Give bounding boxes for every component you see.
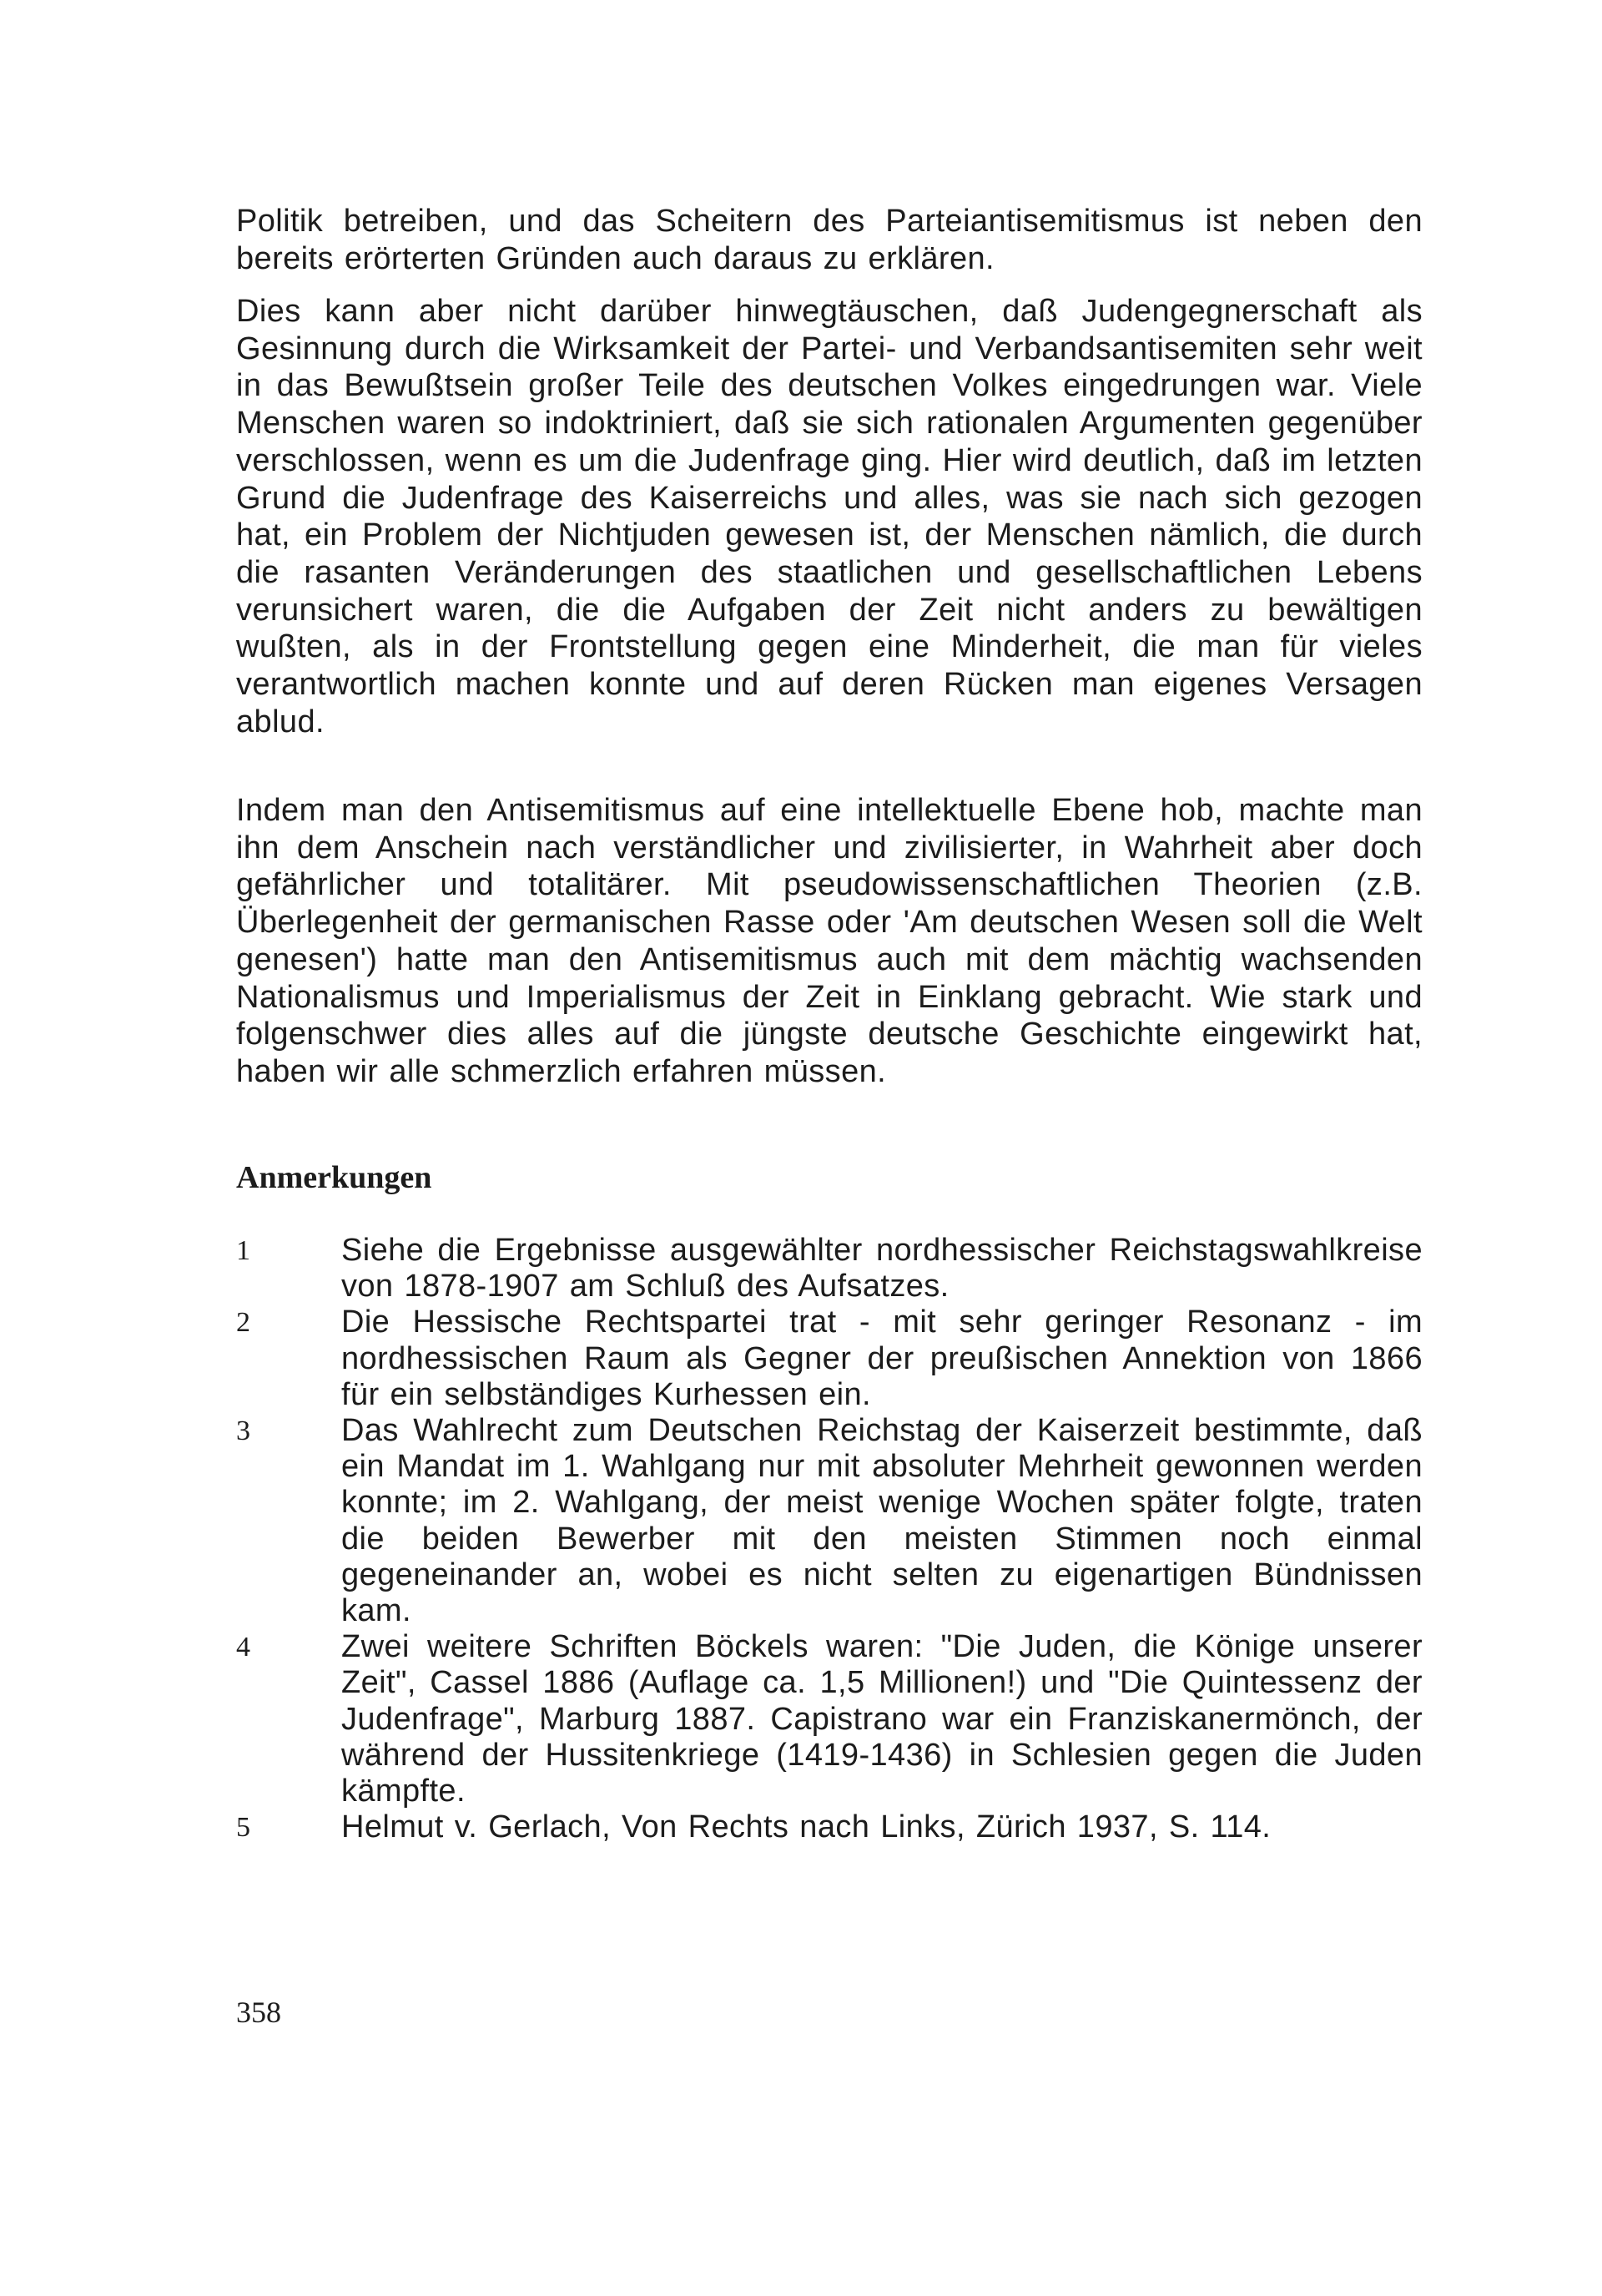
notes-list [236, 1233, 1423, 1845]
note-item [236, 1304, 1423, 1413]
note-item [236, 1629, 1423, 1809]
note-text: Helmut v. Gerlach, Von Rechts nach Links, Zürich 1937, S. 114. [341, 1809, 1272, 1845]
notes-heading: Anmerkungen [236, 1160, 432, 1195]
note-item [236, 1413, 1423, 1629]
note-number: 1 [236, 1235, 250, 1266]
note-number: 5 [236, 1812, 250, 1844]
note-text: Das Wahlrecht zum Deutschen Reichstag der Kaiserzeit bestimmte, daß ein Mandat im 1. Wahlgang nur mit absoluter Mehrheit gewonnen werden konnte; im 2. Wahlgang, der meist wenige Wochen später folgte, traten die beiden Bewerber mit den meisten Stimmen noch einmal gegeneinander an, wobei es nicht selten zu eigenartigen Bündnissen kam. [341, 1413, 1423, 1629]
body-paragraph-3: Indem man den Antisemitismus auf eine intellektuelle Ebene hob, machte man ihn dem Anschein nach verständlicher und zivilisierter, in Wahrheit aber doch gefährlicher und totalitärer. Mit pseudowissenschaftlichen Theorien (z.B. Überlegenheit der germanischen Rasse oder 'Am deutschen Wesen soll die Welt genesen') hatte man den Antisemitismus auch mit dem mächtig wachsenden Nationalismus und Imperialismus der Zeit in Einklang gebracht. Wie stark und folgenschwer dies alles auf die jüngste deutsche Geschichte eingewirkt hat, haben wir alle schmerzlich erfahren müssen. [236, 793, 1423, 1089]
note-number: 3 [236, 1415, 250, 1447]
page-number: 358 [236, 1996, 281, 2029]
note-number: 4 [236, 1632, 250, 1663]
note-text: Die Hessische Rechtspartei trat - mit sehr geringer Resonanz - im nordhessischen Raum als Gegner der preußischen Annektion von 1866 für ein selbständiges Kurhessen ein. [341, 1304, 1423, 1412]
note-number: 2 [236, 1307, 250, 1339]
note-text: Siehe die Ergebnisse ausgewählter nordhessischer Reichstagswahlkreise von 1878-1907 am Schluß des Aufsatzes. [341, 1233, 1423, 1304]
body-paragraph-2: Dies kann aber nicht darüber hinwegtäuschen, daß Judengegnerschaft als Gesinnung durch die Wirksamkeit der Partei- und Verbandsantisemiten sehr weit in das Bewußtsein großer Teile des deutschen Volkes eingedrungen war. Viele Menschen waren so indoktriniert, daß sie sich rationalen Argumenten gegenüber verschlossen, wenn es um die Judenfrage ging. Hier wird deutlich, daß im letzten Grund die Judenfrage des Kaiserreichs und alles, was sie nach sich gezogen hat, ein Problem der Nichtjuden gewesen ist, der Menschen nämlich, die durch die rasanten Veränderungen des staatlichen und gesellschaftlichen Lebens verunsichert waren, die die Aufgaben der Zeit nicht anders zu bewältigen wußten, als in der Frontstellung gegen eine Minderheit, die man für vieles verantwortlich machen konnte und auf deren Rücken man eigenes Versagen ablud. [236, 294, 1423, 739]
note-item [236, 1233, 1423, 1304]
note-text: Zwei weitere Schriften Böckels waren: "Die Juden, die Könige unserer Zeit", Cassel 1886 (Auflage ca. 1,5 Millionen!) und "Die Quintessenz der Judenfrage", Marburg 1887. Capistrano war ein Franziskanermönch, der während der Hussitenkriege (1419-1436) in Schlesien gegen die Juden kämpfte. [341, 1629, 1423, 1809]
note-item [236, 1809, 1423, 1845]
body-paragraph-1: Politik betreiben, und das Scheitern des Parteiantisemitismus ist neben den bereits erörterten Gründen auch daraus zu erklären. [236, 204, 1423, 276]
